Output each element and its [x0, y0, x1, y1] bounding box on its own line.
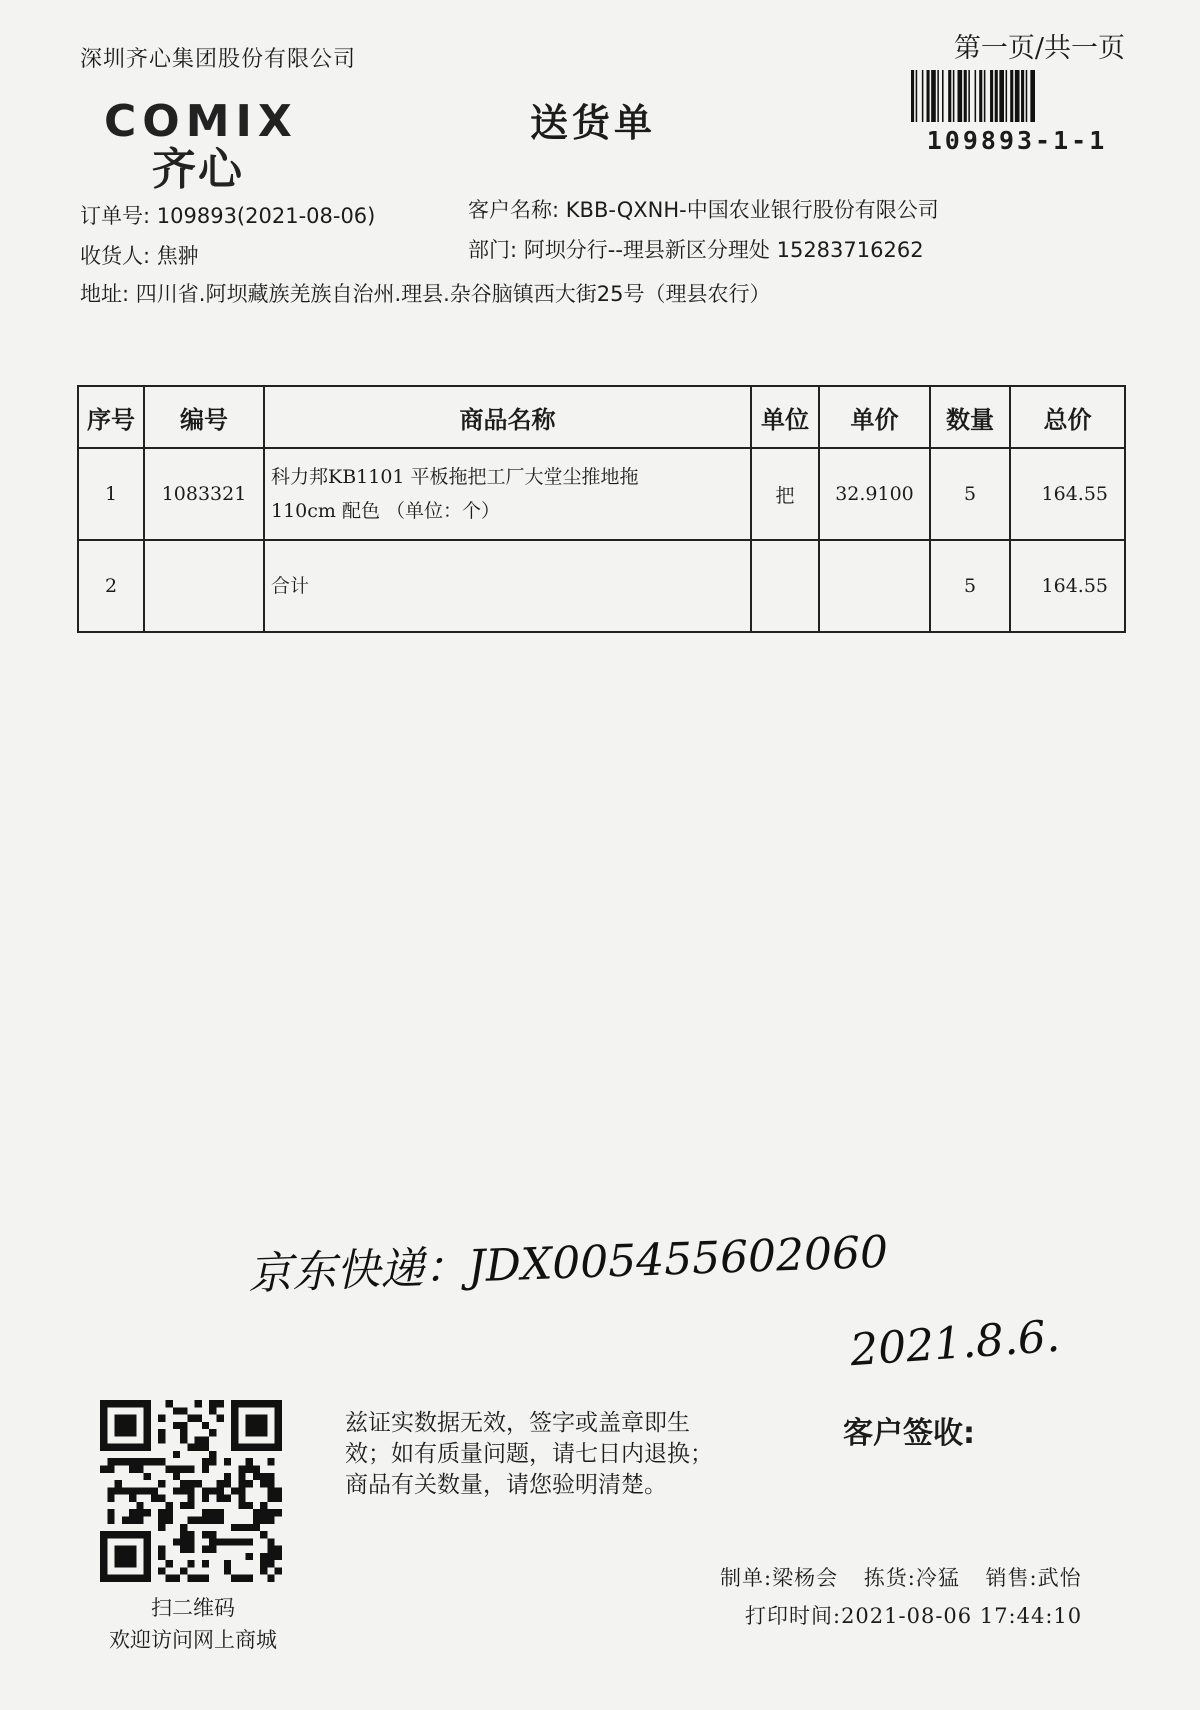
- qr-module: [144, 1487, 151, 1494]
- barcode-bar: [990, 70, 993, 122]
- qr-module: [100, 1466, 107, 1473]
- customer-name: [468, 194, 939, 224]
- qr-module: [202, 1444, 209, 1451]
- qr-module: [158, 1480, 165, 1487]
- notice-line3: 商品有关数量，请您验明清楚。: [345, 1472, 667, 1498]
- qr-module: [107, 1509, 114, 1516]
- document-title: 送货单: [530, 101, 657, 145]
- qr-module: [260, 1531, 267, 1538]
- qr-module: [202, 1487, 209, 1494]
- address: [80, 278, 771, 308]
- qr-module: [260, 1567, 267, 1574]
- order-value: 109893(2021-08-06): [156, 204, 376, 228]
- qr-module: [238, 1538, 245, 1545]
- receiver: [80, 240, 199, 270]
- qr-module: [173, 1466, 180, 1473]
- dept-label: 部门:: [468, 238, 518, 262]
- qr-module: [187, 1487, 194, 1494]
- dept-value: 阿坝分行--理县新区分理处 15283716262: [523, 238, 924, 262]
- barcode-bar: [953, 70, 955, 122]
- qr-module: [275, 1553, 282, 1560]
- qr-module: [180, 1538, 187, 1545]
- qr-module: [231, 1524, 238, 1531]
- qr-module: [209, 1458, 216, 1465]
- qr-module: [209, 1407, 216, 1414]
- qr-module: [275, 1509, 282, 1516]
- maker: 制单:梁杨会: [720, 1566, 839, 1590]
- customer-label: 客户名称:: [468, 198, 560, 222]
- cell-name-line2: 110cm 配色 （单位：个）: [271, 500, 501, 522]
- qr-module: [180, 1407, 187, 1414]
- qr-module: [187, 1502, 194, 1509]
- qr-module: [209, 1429, 216, 1436]
- qr-module: [180, 1546, 187, 1553]
- qr-module: [173, 1575, 180, 1582]
- company-name: 深圳齐心集团股份有限公司: [80, 47, 357, 72]
- qr-module: [136, 1458, 143, 1465]
- qr-module: [180, 1466, 187, 1473]
- qr-module: [238, 1473, 245, 1480]
- order-number: [80, 200, 375, 230]
- qr-module: [246, 1458, 253, 1465]
- qr-module: [166, 1502, 173, 1509]
- qr-module: [122, 1487, 129, 1494]
- barcode: [911, 70, 1121, 122]
- qr-module: [209, 1487, 216, 1494]
- qr-module: [180, 1480, 187, 1487]
- col-header-code: 编号: [144, 386, 264, 448]
- qr-module: [180, 1487, 187, 1494]
- qr-module: [224, 1480, 231, 1487]
- cell-name-line1: 科力邦KB1101 平板拖把工厂大堂尘推地拖: [271, 466, 639, 488]
- qr-module: [209, 1509, 216, 1516]
- qr-module: [187, 1546, 194, 1553]
- qr-module: [224, 1495, 231, 1502]
- qr-module: [180, 1436, 187, 1443]
- qr-module: [158, 1429, 165, 1436]
- qr-module: [260, 1516, 267, 1523]
- qr-module: [158, 1516, 165, 1523]
- qr-module: [144, 1458, 151, 1465]
- qr-module: [187, 1516, 194, 1523]
- qr-module: [275, 1546, 282, 1553]
- qr-module: [107, 1516, 114, 1523]
- qr-module: [158, 1546, 165, 1553]
- qr-module: [129, 1495, 136, 1502]
- qr-module: [260, 1553, 267, 1560]
- qr-module: [107, 1495, 114, 1502]
- qr-module: [195, 1575, 202, 1582]
- qr-caption-line2: 欢迎访问网上商城: [109, 1628, 277, 1652]
- qr-module: [224, 1458, 231, 1465]
- qr-module: [166, 1466, 173, 1473]
- cell-unit-price: 32.9100: [819, 448, 930, 540]
- col-header-unit-price: 单价: [819, 386, 930, 448]
- qr-module: [158, 1553, 165, 1560]
- qr-module: [158, 1458, 165, 1465]
- qr-module: [246, 1553, 253, 1560]
- qr-module: [136, 1509, 143, 1516]
- staff-line: [720, 1562, 1100, 1592]
- table-header-row: [78, 386, 1125, 448]
- qr-module: [216, 1495, 223, 1502]
- qr-module: [216, 1487, 223, 1494]
- qr-module: [180, 1429, 187, 1436]
- qr-module: [260, 1560, 267, 1567]
- qr-module: [260, 1473, 267, 1480]
- qr-module: [122, 1458, 129, 1465]
- qr-module: [275, 1567, 282, 1574]
- qr-module: [173, 1422, 180, 1429]
- qr-module: [195, 1444, 202, 1451]
- qr-module: [129, 1509, 136, 1516]
- qr-module: [129, 1487, 136, 1494]
- qr-module: [187, 1531, 194, 1538]
- qr-module: [122, 1516, 129, 1523]
- qr-module: [115, 1546, 137, 1568]
- qr-code: [100, 1400, 282, 1582]
- qr-module: [136, 1487, 143, 1494]
- barcode-bar: [1030, 70, 1035, 122]
- comix-logo: [100, 96, 340, 192]
- barcode-bar: [1006, 70, 1008, 122]
- qr-module: [158, 1509, 165, 1516]
- print-time: 打印时间:2021-08-06 17:44:10: [745, 1604, 1083, 1628]
- qr-caption-line1: 扫二维码: [151, 1596, 235, 1620]
- qr-module: [195, 1400, 202, 1407]
- customer-value: KBB-QXNH-中国农业银行股份有限公司: [565, 198, 939, 222]
- receiver-label: 收货人:: [80, 244, 151, 268]
- qr-module: [158, 1524, 165, 1531]
- cell-code: [144, 540, 264, 632]
- qr-module: [180, 1524, 187, 1531]
- qr-module: [180, 1531, 187, 1538]
- qr-module: [267, 1509, 274, 1516]
- table-row: [78, 540, 1125, 632]
- qr-module: [267, 1560, 274, 1567]
- qr-module: [267, 1473, 274, 1480]
- qr-module: [144, 1509, 151, 1516]
- handwritten-date: 2021.8.6.: [848, 1310, 1062, 1377]
- qr-module: [246, 1466, 253, 1473]
- qr-module: [260, 1502, 267, 1509]
- col-header-seq: 序号: [78, 386, 144, 448]
- qr-module: [107, 1458, 114, 1465]
- qr-module: [260, 1480, 267, 1487]
- qr-module: [253, 1524, 260, 1531]
- qr-module: [136, 1516, 143, 1523]
- cell-qty: 5: [930, 448, 1010, 540]
- cell-name: [264, 540, 751, 632]
- qr-module: [173, 1451, 180, 1458]
- qr-module: [224, 1538, 231, 1545]
- qr-module: [224, 1473, 231, 1480]
- qr-module: [187, 1444, 194, 1451]
- qr-module: [202, 1458, 209, 1465]
- notice-text: [345, 1408, 745, 1501]
- barcode-bar: [1026, 70, 1028, 122]
- qr-module: [267, 1546, 274, 1553]
- qr-module: [187, 1480, 194, 1487]
- qr-module: [151, 1487, 158, 1494]
- notice-line1: 兹证实数据无效，签字或盖章即生: [345, 1410, 690, 1436]
- qr-module: [209, 1400, 216, 1407]
- qr-module: [253, 1473, 260, 1480]
- logo-text-en: COMIX: [104, 96, 298, 147]
- qr-module: [202, 1516, 209, 1523]
- col-header-qty: 数量: [930, 386, 1010, 448]
- qr-module: [253, 1516, 260, 1523]
- cell-unit: 把: [751, 448, 819, 540]
- qr-module: [136, 1502, 143, 1509]
- qr-module: [209, 1546, 216, 1553]
- qr-module: [253, 1509, 260, 1516]
- qr-module: [246, 1538, 253, 1545]
- logo-text-cn: 齐心: [152, 144, 244, 192]
- qr-module: [173, 1473, 180, 1480]
- qr-module: [209, 1538, 216, 1545]
- items-table: [77, 385, 1126, 633]
- qr-module: [267, 1553, 274, 1560]
- order-label: 订单号:: [80, 204, 151, 228]
- barcode-bar: [916, 70, 918, 122]
- cell-unit-price: [819, 540, 930, 632]
- qr-module: [115, 1487, 122, 1494]
- cell-name-line1: 合计: [271, 575, 310, 597]
- picker: 拣货:冷猛: [863, 1566, 960, 1590]
- address-value: 四川省.阿坝藏族羌族自治州.理县.杂谷脑镇西大街25号（理县农行）: [135, 282, 771, 306]
- barcode-bar: [911, 70, 914, 122]
- qr-module: [195, 1480, 202, 1487]
- qr-module: [224, 1567, 231, 1574]
- qr-module: [115, 1480, 122, 1487]
- barcode-bar: [927, 70, 930, 122]
- barcode-bar: [1021, 70, 1024, 122]
- cell-seq: 1: [78, 448, 144, 540]
- barcode-bar: [942, 70, 944, 122]
- qr-module: [187, 1575, 194, 1582]
- qr-module: [238, 1502, 245, 1509]
- qr-module: [216, 1415, 223, 1422]
- qr-module: [216, 1516, 223, 1523]
- col-header-name: 商品名称: [264, 386, 751, 448]
- qr-module: [187, 1495, 194, 1502]
- qr-module: [166, 1400, 173, 1407]
- qr-module: [224, 1560, 231, 1567]
- qr-module: [231, 1538, 238, 1545]
- qr-module: [253, 1466, 260, 1473]
- barcode-bar: [975, 70, 977, 122]
- barcode-bar: [984, 70, 986, 122]
- cell-code: 1083321: [144, 448, 264, 540]
- qr-module: [202, 1575, 209, 1582]
- barcode-bar: [931, 70, 936, 122]
- qr-module: [231, 1575, 238, 1582]
- qr-module: [275, 1487, 282, 1494]
- col-header-total: 总价: [1010, 386, 1125, 448]
- qr-module: [238, 1575, 245, 1582]
- qr-module: [158, 1436, 165, 1443]
- qr-module: [195, 1436, 202, 1443]
- qr-module: [187, 1415, 194, 1422]
- page-indicator: 第一页/共一页: [953, 33, 1125, 64]
- qr-module: [246, 1524, 253, 1531]
- qr-module: [202, 1436, 209, 1443]
- qr-module: [246, 1502, 253, 1509]
- col-header-unit: 单位: [751, 386, 819, 448]
- qr-module: [267, 1575, 274, 1582]
- barcode-bar: [922, 70, 924, 122]
- cell-total: 164.55: [1010, 448, 1125, 540]
- barcode-bar: [999, 70, 1004, 122]
- cell-total: 164.55: [1010, 540, 1125, 632]
- qr-module: [246, 1575, 253, 1582]
- barcode-bar: [1010, 70, 1013, 122]
- qr-module: [216, 1538, 223, 1545]
- qr-module: [129, 1516, 136, 1523]
- qr-module: [202, 1509, 209, 1516]
- qr-module: [238, 1480, 245, 1487]
- qr-caption: [88, 1592, 298, 1656]
- qr-module: [187, 1466, 194, 1473]
- qr-module: [267, 1538, 274, 1545]
- qr-module: [151, 1458, 158, 1465]
- qr-module: [158, 1567, 165, 1574]
- barcode-bar: [964, 70, 967, 122]
- notice-line2: 效；如有质量问题，请七日内退换；: [345, 1441, 713, 1467]
- qr-module: [209, 1451, 216, 1458]
- qr-module: [202, 1560, 209, 1567]
- customer-sign-label: 客户签收:: [843, 1416, 975, 1451]
- qr-module: [202, 1422, 209, 1429]
- qr-module: [129, 1458, 136, 1465]
- qr-module: [136, 1466, 143, 1473]
- qr-module: [202, 1546, 209, 1553]
- qr-module: [173, 1538, 180, 1545]
- qr-module: [267, 1495, 274, 1502]
- qr-module: [166, 1509, 173, 1516]
- qr-module: [195, 1516, 202, 1523]
- qr-module: [144, 1473, 151, 1480]
- qr-module: [267, 1458, 274, 1465]
- qr-module: [180, 1567, 187, 1574]
- qr-module: [238, 1495, 245, 1502]
- qr-module: [202, 1466, 209, 1473]
- barcode-bar: [937, 70, 939, 122]
- qr-module: [246, 1415, 268, 1437]
- address-label: 地址:: [80, 282, 130, 306]
- qr-module: [115, 1415, 137, 1437]
- qr-module: [267, 1516, 274, 1523]
- qr-module: [216, 1509, 223, 1516]
- qr-module: [238, 1466, 245, 1473]
- qr-module: [129, 1466, 136, 1473]
- qr-module: [202, 1531, 209, 1538]
- table-row: [78, 448, 1125, 540]
- qr-module: [195, 1415, 202, 1422]
- sales: 销售:武怡: [985, 1566, 1082, 1590]
- barcode-bar: [1015, 70, 1020, 122]
- qr-module: [267, 1480, 274, 1487]
- handwritten-tracking: 京东快递：JDX005455602060: [247, 1226, 889, 1300]
- qr-module: [202, 1495, 209, 1502]
- cell-unit: [751, 540, 819, 632]
- qr-module: [107, 1466, 114, 1473]
- qr-module: [151, 1495, 158, 1502]
- qr-module: [166, 1516, 173, 1523]
- qr-module: [246, 1480, 253, 1487]
- barcode-bar: [948, 70, 951, 122]
- barcode-bar: [958, 70, 963, 122]
- qr-module: [238, 1487, 245, 1494]
- qr-module: [107, 1487, 114, 1494]
- cell-name: [264, 448, 751, 540]
- cell-qty: 5: [930, 540, 1010, 632]
- qr-module: [180, 1502, 187, 1509]
- qr-module: [173, 1407, 180, 1414]
- qr-module: [216, 1400, 223, 1407]
- qr-module: [216, 1480, 223, 1487]
- qr-module: [115, 1458, 122, 1465]
- qr-module: [260, 1509, 267, 1516]
- receiver-value: 焦翀: [156, 244, 199, 268]
- qr-module: [209, 1531, 216, 1538]
- qr-module: [166, 1560, 173, 1567]
- cell-seq: 2: [78, 540, 144, 632]
- barcode-number: 109893-1-1: [926, 126, 1108, 155]
- qr-module: [275, 1495, 282, 1502]
- department: [468, 234, 924, 264]
- qr-module: [180, 1422, 187, 1429]
- qr-module: [231, 1487, 238, 1494]
- qr-module: [166, 1575, 173, 1582]
- qr-module: [158, 1415, 165, 1422]
- barcode-bar: [968, 70, 970, 122]
- qr-module: [187, 1560, 194, 1567]
- qr-module: [267, 1487, 274, 1494]
- qr-module: [238, 1524, 245, 1531]
- qr-module: [209, 1516, 216, 1523]
- qr-module: [158, 1495, 165, 1502]
- qr-module: [173, 1487, 180, 1494]
- barcode-bar: [979, 70, 982, 122]
- qr-module: [187, 1538, 194, 1545]
- barcode-bar: [995, 70, 998, 122]
